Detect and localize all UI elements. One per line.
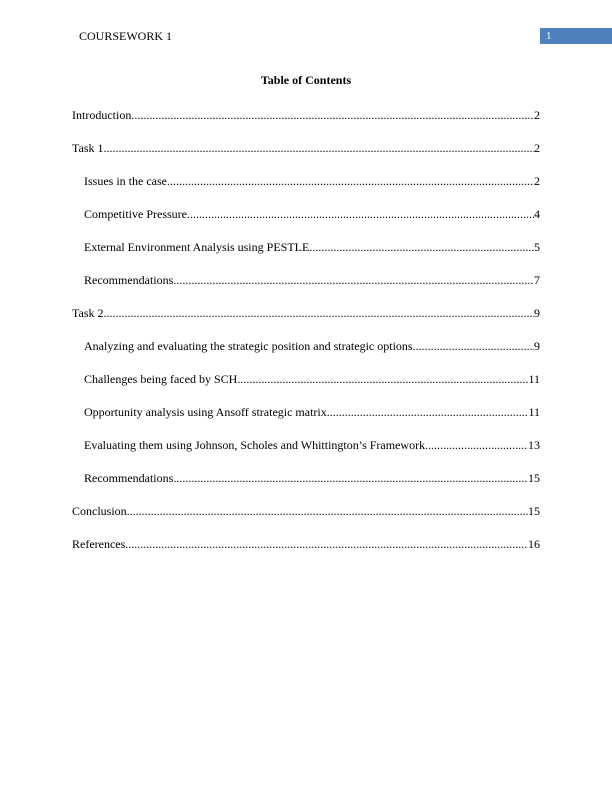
toc-entry-page: 9 bbox=[534, 306, 540, 320]
toc-entry-page: 13 bbox=[528, 438, 540, 452]
toc-entry-page: 2 bbox=[534, 108, 540, 122]
toc-entry-page: 15 bbox=[528, 471, 540, 485]
toc-entry-page: 11 bbox=[528, 405, 540, 419]
toc-entry-text: Challenges being faced by SCH bbox=[84, 372, 238, 386]
toc-entry-jsw-framework[interactable] bbox=[72, 437, 540, 470]
toc-dot-leader bbox=[327, 404, 529, 420]
toc-entry-page: 2 bbox=[534, 174, 540, 188]
toc-entry-text: Task 1 bbox=[72, 141, 104, 155]
toc-entry-text: Conclusion bbox=[72, 504, 127, 518]
toc-entry-pestle[interactable] bbox=[72, 239, 540, 272]
toc-entry-text: External Environment Analysis using PESTLE bbox=[84, 240, 310, 254]
toc-entry-page: 5 bbox=[534, 240, 540, 254]
toc-entry-strategic-position[interactable] bbox=[72, 338, 540, 371]
toc-entry-page: 16 bbox=[528, 537, 540, 551]
toc-entry-introduction[interactable] bbox=[72, 107, 540, 140]
toc-title: Table of Contents bbox=[260, 73, 352, 87]
toc-dot-leader bbox=[125, 536, 528, 552]
toc-entry-page: 2 bbox=[534, 141, 540, 155]
toc-entry-page: 4 bbox=[534, 207, 540, 221]
toc-dot-leader bbox=[104, 140, 535, 156]
toc-entry-task-2[interactable] bbox=[72, 305, 540, 338]
toc-entry-text: Issues in the case bbox=[84, 174, 167, 188]
toc-entry-text: Opportunity analysis using Ansoff strategic matrix bbox=[84, 405, 327, 419]
toc-entry-page: 15 bbox=[528, 504, 540, 518]
toc-entry-page: 7 bbox=[534, 273, 540, 287]
table-of-contents bbox=[72, 107, 540, 569]
toc-dot-leader bbox=[187, 206, 534, 222]
toc-entry-task-1[interactable] bbox=[72, 140, 540, 173]
toc-entry-competitive-pressure[interactable] bbox=[72, 206, 540, 239]
toc-entry-references[interactable] bbox=[72, 536, 540, 569]
toc-entry-recommendations-1[interactable] bbox=[72, 272, 540, 305]
running-header-title: COURSEWORK 1 bbox=[79, 29, 173, 43]
toc-entry-text: Recommendations bbox=[84, 471, 174, 485]
toc-entry-text: Analyzing and evaluating the strategic position and strategic options bbox=[84, 339, 413, 353]
toc-entry-issues-in-the-case[interactable] bbox=[72, 173, 540, 206]
toc-entry-text: Task 2 bbox=[72, 306, 104, 320]
toc-entry-challenges-sch[interactable] bbox=[72, 371, 540, 404]
toc-dot-leader bbox=[413, 338, 534, 354]
toc-dot-leader bbox=[237, 371, 528, 387]
toc-dot-leader bbox=[309, 239, 534, 255]
toc-entry-page: 9 bbox=[534, 339, 540, 353]
toc-entry-text: Competitive Pressure bbox=[84, 207, 187, 221]
page-number-badge bbox=[540, 28, 612, 44]
toc-dot-leader bbox=[127, 503, 528, 519]
toc-dot-leader bbox=[167, 173, 534, 189]
page-number: 1 bbox=[546, 30, 552, 42]
toc-dot-leader bbox=[104, 305, 535, 321]
toc-dot-leader bbox=[425, 437, 528, 453]
toc-entry-page: 11 bbox=[528, 372, 540, 386]
toc-entry-ansoff-matrix[interactable] bbox=[72, 404, 540, 437]
toc-dot-leader bbox=[173, 272, 534, 288]
toc-dot-leader bbox=[173, 470, 528, 486]
toc-entry-recommendations-2[interactable] bbox=[72, 470, 540, 503]
toc-entry-text: Recommendations bbox=[84, 273, 174, 287]
toc-entry-text: References bbox=[72, 537, 126, 551]
toc-dot-leader bbox=[131, 107, 534, 123]
toc-entry-text: Introduction bbox=[72, 108, 132, 122]
toc-entry-conclusion[interactable] bbox=[72, 503, 540, 536]
toc-entry-text: Evaluating them using Johnson, Scholes and Whittington’s Framework bbox=[84, 438, 426, 452]
